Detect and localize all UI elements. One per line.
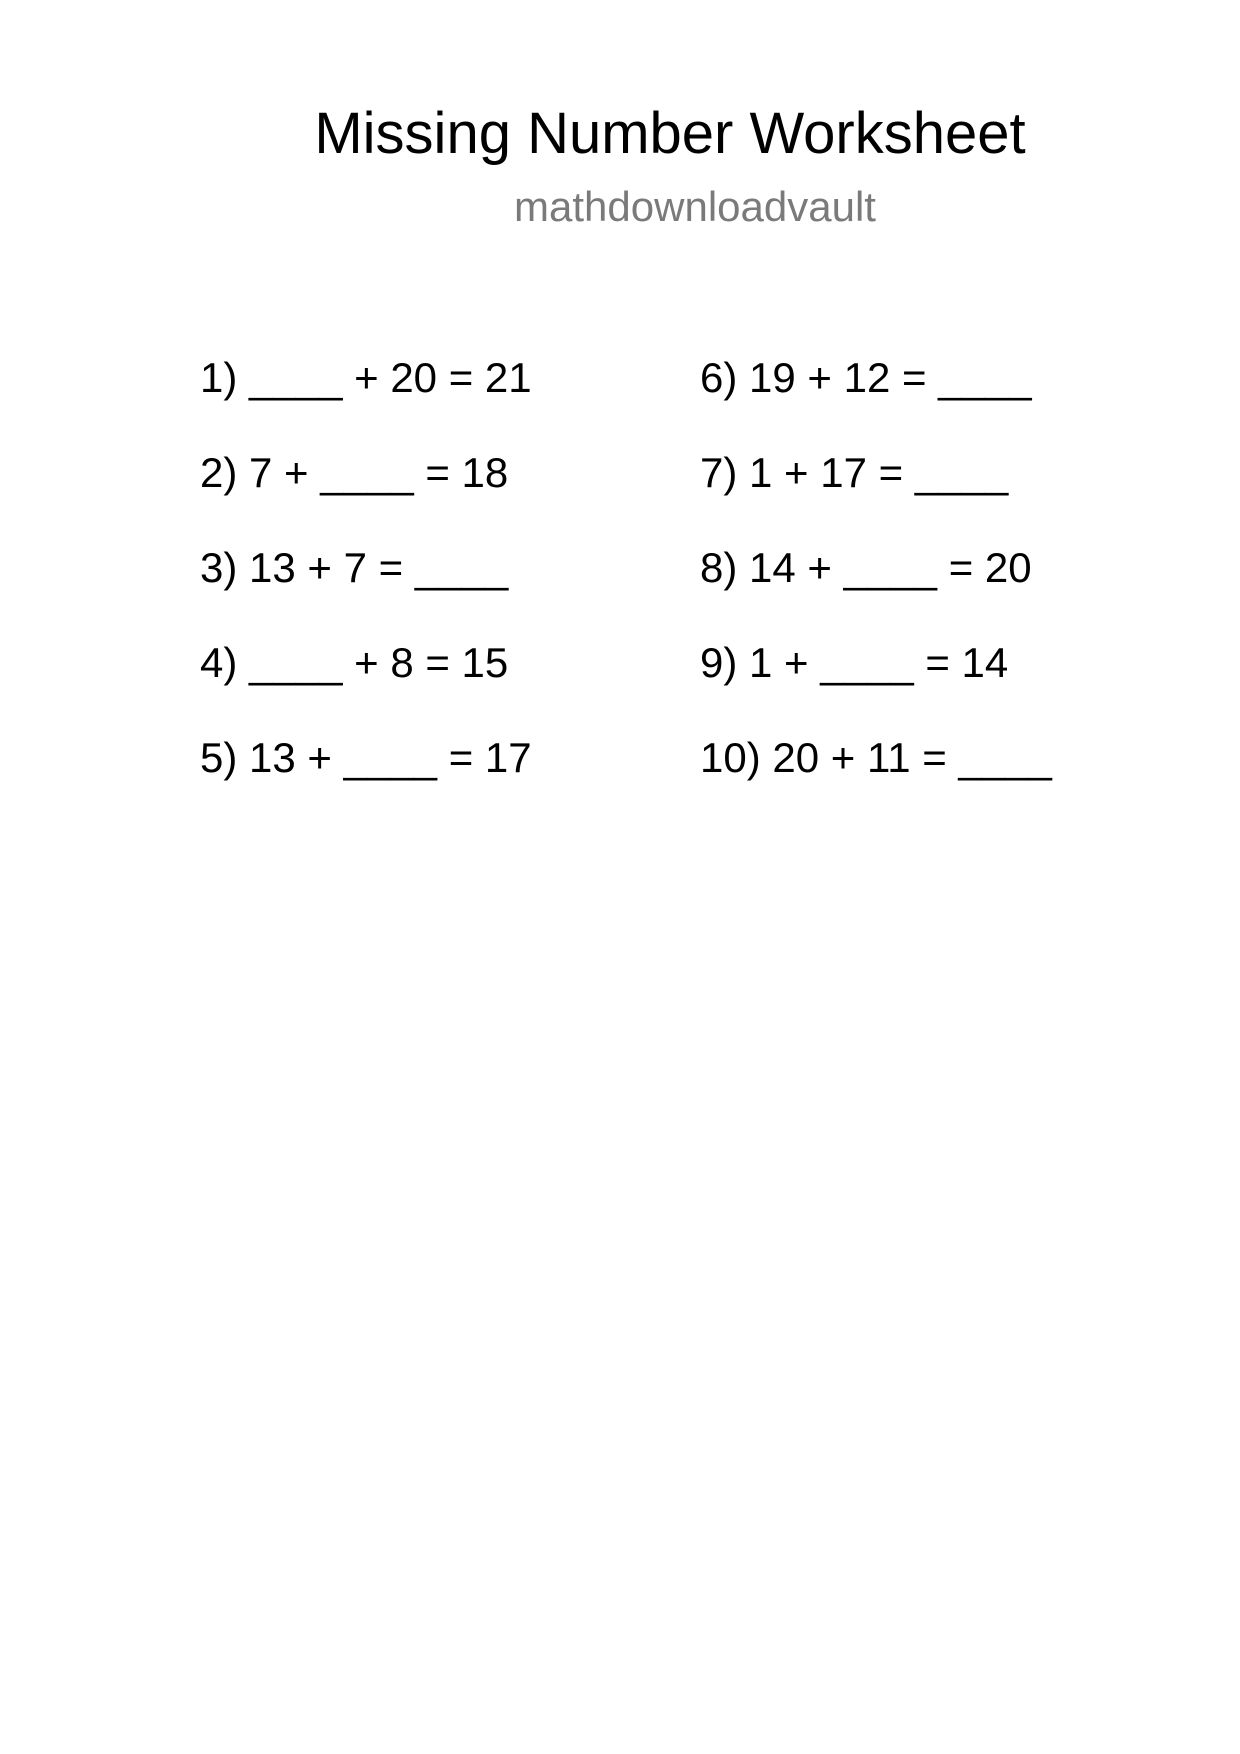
problem-8: 8) 14 + ____ = 20 <box>700 544 1032 591</box>
problem-9: 9) 1 + ____ = 14 <box>700 639 1009 686</box>
problem-4: 4) ____ + 8 = 15 <box>200 639 509 686</box>
problem-3: 3) 13 + 7 = ____ <box>200 544 509 591</box>
worksheet-subtitle: mathdownloadvault <box>514 183 876 230</box>
problem-7: 7) 1 + 17 = ____ <box>700 449 1009 496</box>
problem-1: 1) ____ + 20 = 21 <box>200 354 532 401</box>
problem-10: 10) 20 + 11 = ____ <box>700 734 1052 781</box>
worksheet-title: Missing Number Worksheet <box>314 101 1026 166</box>
problem-5: 5) 13 + ____ = 17 <box>200 734 532 781</box>
problem-6: 6) 19 + 12 = ____ <box>700 354 1032 401</box>
problem-2: 2) 7 + ____ = 18 <box>200 449 509 496</box>
